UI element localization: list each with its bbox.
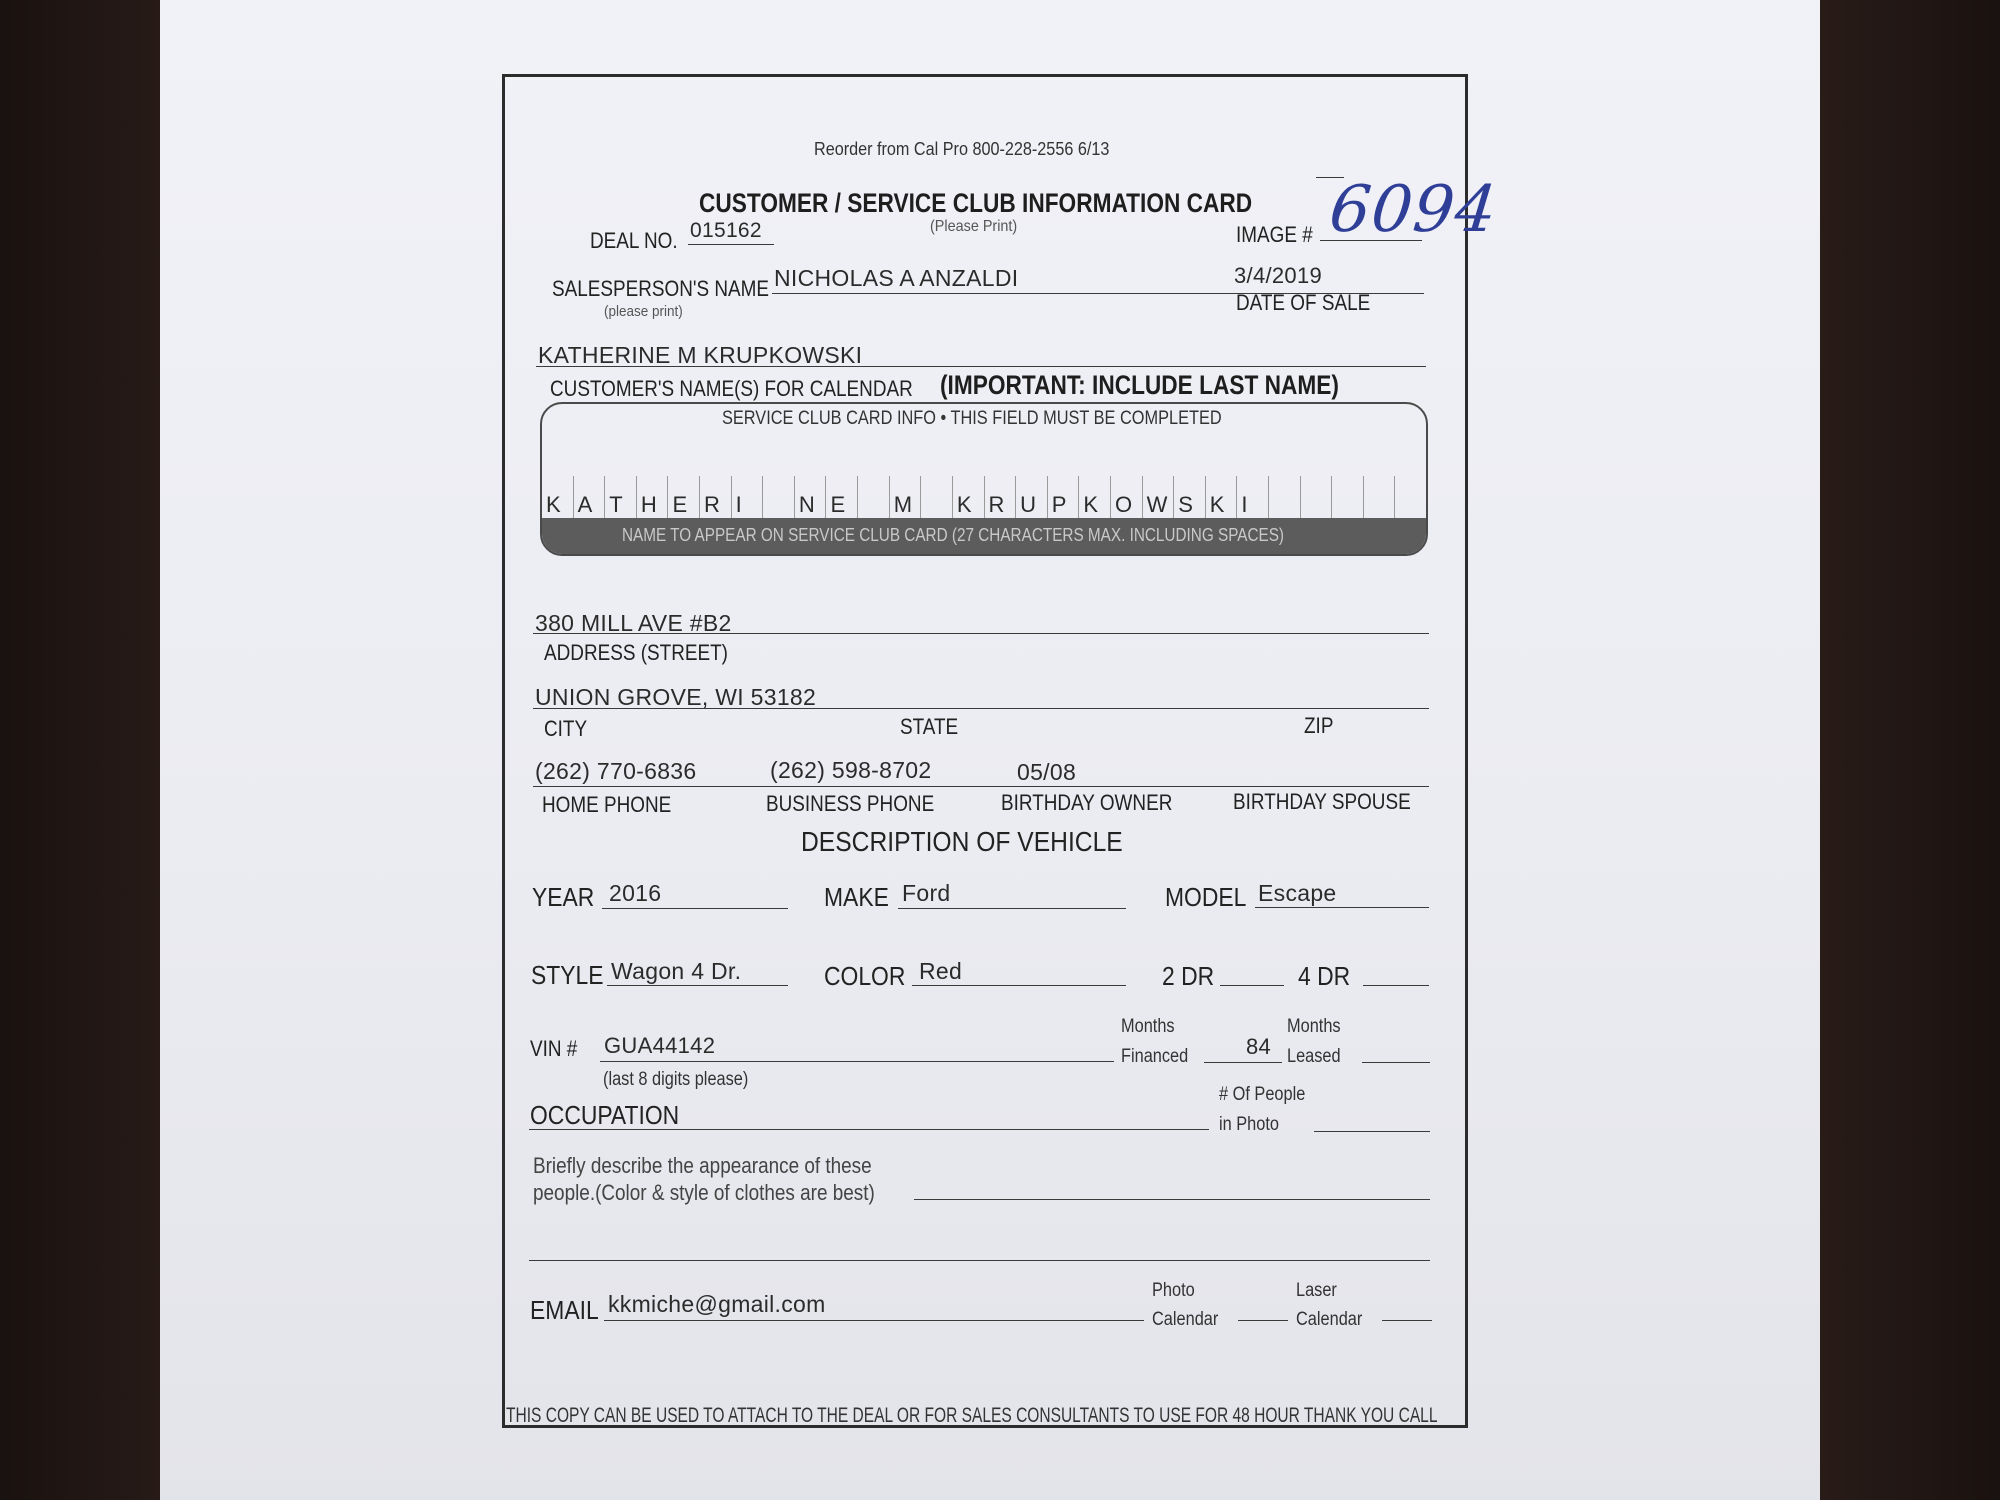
service-club-card-box	[540, 402, 1428, 556]
two-door-label: 2 DR	[1162, 961, 1215, 991]
char-cell: R	[700, 476, 732, 522]
birthday-spouse-label: BIRTHDAY SPOUSE	[1233, 789, 1411, 814]
street-value: 380 MILL AVE #B2	[535, 610, 732, 636]
model-line	[1255, 907, 1429, 908]
deal-no-label: DEAL NO.	[590, 228, 678, 253]
color-label: COLOR	[824, 961, 906, 991]
state-label: STATE	[900, 714, 959, 739]
vin-label: VIN #	[530, 1036, 578, 1061]
char-cell: U	[1016, 476, 1048, 522]
email-line	[604, 1320, 1144, 1321]
handwritten-image-number: 6094	[1326, 173, 1501, 247]
char-cell: M	[890, 476, 922, 522]
char-cell: R	[985, 476, 1017, 522]
customer-name-label: CUSTOMER'S NAME(S) FOR CALENDAR	[550, 376, 913, 401]
customer-name-value: KATHERINE M KRUPKOWSKI	[538, 342, 863, 368]
city-line	[533, 708, 1429, 709]
laser-calendar-label-top: Laser	[1296, 1280, 1337, 1301]
make-line	[898, 908, 1126, 909]
city-label: CITY	[544, 716, 588, 741]
char-cell: P	[1048, 476, 1080, 522]
char-cell: E	[826, 476, 858, 522]
zip-label: ZIP	[1304, 713, 1334, 738]
important-note: (IMPORTANT: INCLUDE LAST NAME)	[940, 370, 1339, 400]
char-cell	[1332, 476, 1364, 522]
card-title: CUSTOMER / SERVICE CLUB INFORMATION CARD	[699, 188, 1253, 218]
char-cell	[858, 476, 890, 522]
birthday-owner-label: BIRTHDAY OWNER	[1001, 790, 1173, 815]
date-of-sale-label: DATE OF SALE	[1236, 290, 1371, 315]
business-phone-value: (262) 598-8702	[770, 757, 932, 783]
phones-line	[533, 786, 1429, 787]
salesperson-value: NICHOLAS A ANZALDI	[774, 265, 1019, 291]
char-cell: H	[637, 476, 669, 522]
two-door-line	[1220, 985, 1284, 986]
customer-name-line	[536, 366, 1426, 367]
describe-people-line-2: people.(Color & style of clothes are best)	[533, 1180, 875, 1205]
salesperson-sublabel: (please print)	[604, 303, 683, 320]
describe-line-1	[914, 1199, 1430, 1200]
char-cell	[1395, 476, 1426, 522]
months-financed-label-bottom: Financed	[1121, 1046, 1189, 1067]
laser-calendar-line	[1382, 1320, 1432, 1321]
character-cells	[542, 476, 1426, 522]
business-phone-label: BUSINESS PHONE	[766, 791, 935, 816]
char-cell	[1364, 476, 1396, 522]
style-value: Wagon 4 Dr.	[611, 958, 742, 984]
email-label: EMAIL	[530, 1295, 599, 1325]
service-club-header: SERVICE CLUB CARD INFO • THIS FIELD MUST BE COMPLETED	[722, 408, 1222, 429]
months-financed-value: 84	[1246, 1034, 1272, 1059]
char-cell: N	[795, 476, 827, 522]
char-cell: K	[953, 476, 985, 522]
laser-calendar-label-bottom: Calendar	[1296, 1309, 1363, 1330]
months-leased-line	[1362, 1062, 1430, 1063]
char-cell: S	[1174, 476, 1206, 522]
describe-people-line-1: Briefly describe the appearance of these	[533, 1153, 872, 1178]
street-label: ADDRESS (STREET)	[544, 640, 728, 665]
char-cell: O	[1111, 476, 1143, 522]
photo-calendar-line	[1238, 1320, 1288, 1321]
char-cell: I	[732, 476, 764, 522]
home-phone-value: (262) 770-6836	[535, 758, 697, 784]
months-financed-label-top: Months	[1121, 1016, 1175, 1037]
occupation-line	[529, 1129, 1209, 1130]
char-cell	[1269, 476, 1301, 522]
salesperson-label: SALESPERSON'S NAME	[552, 276, 770, 301]
char-cell: E	[668, 476, 700, 522]
year-label: YEAR	[532, 882, 595, 912]
model-value: Escape	[1258, 880, 1337, 906]
char-cell	[1301, 476, 1333, 522]
make-label: MAKE	[824, 882, 889, 912]
date-of-sale-value: 3/4/2019	[1234, 263, 1323, 288]
year-value: 2016	[609, 880, 662, 906]
four-door-line	[1363, 985, 1429, 986]
char-cell: K	[1079, 476, 1111, 522]
service-club-footer-band	[542, 518, 1426, 554]
color-line	[912, 985, 1126, 986]
char-cell: I	[1237, 476, 1269, 522]
deal-no-line	[688, 244, 774, 245]
model-label: MODEL	[1165, 882, 1247, 912]
reorder-line: Reorder from Cal Pro 800-228-2556 6/13	[814, 139, 1110, 159]
char-cell	[921, 476, 953, 522]
card-footer-note: THIS COPY CAN BE USED TO ATTACH TO THE DEAL OR FOR SALES CONSULTANTS TO USE FOR 48 HOUR THANK YOU CALL	[506, 1404, 1438, 1427]
people-count-label-top: # Of People	[1219, 1084, 1306, 1105]
deal-no-value: 015162	[690, 219, 762, 242]
street-line	[533, 633, 1429, 634]
email-value: kkmiche@gmail.com	[608, 1291, 826, 1317]
months-leased-label-top: Months	[1287, 1016, 1341, 1037]
vin-hint: (last 8 digits please)	[603, 1069, 749, 1090]
birthday-owner-value: 05/08	[1017, 759, 1077, 785]
photo-calendar-label-top: Photo	[1152, 1280, 1195, 1301]
months-financed-line	[1204, 1062, 1282, 1063]
vehicle-section-title: DESCRIPTION OF VEHICLE	[801, 826, 1123, 857]
occupation-label: OCCUPATION	[530, 1100, 680, 1130]
dark-background-right	[1790, 0, 2000, 1500]
char-cell: T	[605, 476, 637, 522]
service-club-footer-text: NAME TO APPEAR ON SERVICE CLUB CARD (27 CHARACTERS MAX. INCLUDING SPACES)	[622, 525, 1285, 545]
four-door-label: 4 DR	[1298, 961, 1351, 991]
people-count-line	[1314, 1131, 1430, 1132]
year-line	[602, 908, 788, 909]
image-number-label: IMAGE #	[1236, 222, 1313, 247]
months-leased-label-bottom: Leased	[1287, 1046, 1341, 1067]
describe-line-2	[529, 1260, 1430, 1261]
make-value: Ford	[902, 880, 951, 906]
people-count-label-bottom: in Photo	[1219, 1114, 1279, 1135]
char-cell	[763, 476, 795, 522]
please-print-note: (Please Print)	[930, 218, 1018, 235]
color-value: Red	[919, 958, 963, 984]
vin-line	[600, 1061, 1114, 1062]
photo-calendar-label-bottom: Calendar	[1152, 1309, 1219, 1330]
city-state-zip-value: UNION GROVE, WI 53182	[535, 684, 817, 710]
char-cell: K	[1206, 476, 1238, 522]
char-cell: K	[542, 476, 574, 522]
vin-value: GUA44142	[604, 1033, 716, 1058]
char-cell: A	[574, 476, 606, 522]
style-label: STYLE	[531, 960, 604, 990]
style-line	[607, 985, 788, 986]
home-phone-label: HOME PHONE	[542, 792, 672, 817]
char-cell: W	[1143, 476, 1175, 522]
